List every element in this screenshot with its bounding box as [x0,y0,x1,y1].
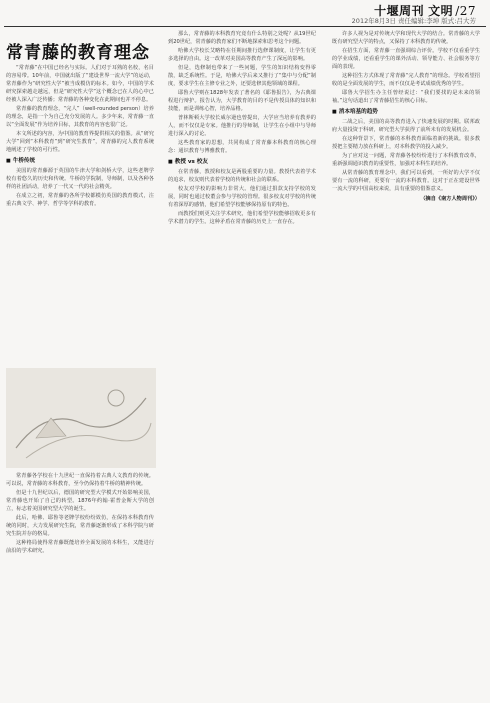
paragraph: 常青藤各学校在十九世纪一直保持着古典人文教育的传统。可以说，常青藤的本科教育，至今仍保持着牛桥的精神传统。 [6,473,154,487]
paragraph: 常青藤的教育理念，“完人”（well-rounded person）培养的理念，是指一个为自己充分发展的人。多少年来，常青藤一直以“全面发展”作为培养目标，其教育的内容也很广泛。 [6,106,154,128]
subhead-tradition: ■ 牛桥传统 [6,157,154,165]
paragraph: 这种格局使得常青藤既能培养全面发展的本科生，又能进行前沿的学术研究。 [6,540,154,554]
header-divider [4,26,486,27]
paragraph: 在常青藤，教授和校友是两股重要的力量。教授代表着学术的追求，校友则代表着学校的传统和社会的联系。 [168,169,316,183]
column-3-body [332,30,480,105]
paragraph: 从常青藤的教育理念中，我们可以看到，一所好的大学不仅要有一流的科研，更要有一流的本科教育。这对于正在建设世界一流大学的中国高校来说，具有重要的借鉴意义。 [332,170,480,192]
paragraph: 而教授们则更关注学术研究，他们希望学校能够招收更多有学术潜力的学生。这种矛盾在常青藤的历史上一直存在。 [168,211,316,225]
paragraph: 普林斯顿大学校长威尔逊也曾提出，大学应当培养有教养的人，而不仅仅是专家。他推行的导师制，让学生在小组中与导师进行深入的讨论。 [168,115,316,137]
publication-name: 十堰周刊 [374,4,425,18]
paragraph: 在招生方面，常青藤一直强调综合评价。学校不仅看重学生的学业成绩，还看重学生的课外活动、领导能力、社会服务等方面的表现。 [332,48,480,70]
subhead-professors-alumni: ■ 教授 vs 校友 [168,158,316,166]
article-illustration [6,368,156,468]
paragraph: 那么，常青藤的本科教育究竟有什么特别之处呢？从19世纪到20世纪，常青藤的教育家们不断地探索和思考这个问题。 [168,31,316,45]
paragraph: 本文所述的内容，为中国的教育界提供相关的借鉴。从“研究大学”回到“本科教育”到“研究生教育”，常青藤的完人教育系统地阐述了学校的可行性。 [6,131,154,153]
paragraph: 这些教育家的思想，共同构成了常青藤本科教育的核心理念：通识教育与博雅教育。 [168,140,316,154]
paragraph: 此后，哈佛、耶鲁等老牌学校纷纷效仿，在保持本科教育传统的同时，大力发展研究生院，常青藤逐渐形成了本科学院与研究生院并存的格局。 [6,515,154,537]
paragraph: 在成立之初，常青藤的各所学校都模仿英国的教育模式，注重古典文学、神学、哲学等学科的教育。 [6,193,154,207]
paragraph: 耶鲁大学则在1828年发表了著名的《耶鲁报告》，为古典课程进行辩护。报告认为，大学教育的目的不是传授具体的知识和技能，而是训练心智，培养品格。 [168,90,316,112]
paragraph: 为了应对这一问题，常青藤各校纷纷进行了本科教育改革，重新强调通识教育的重要性，加强对本科生的培养。 [332,153,480,167]
column-3 [332,30,480,690]
paragraph: 美国的常青藤源于英国的牛津大学和剑桥大学，这些老牌学校有着悠久的历史和传统。牛桥的学院制，导师制，以及各种各样的社团活动，培养了一代又一代的社会精英。 [6,168,154,190]
column-3-sub-body [332,118,480,193]
paragraph: 这种招生方式体现了常青藤“完人教育”的理念。学校希望招收的是全面发展的学生，而不仅仅是考试成绩优秀的学生。 [332,73,480,87]
column-2-sub-body [168,168,316,226]
paragraph: 哈佛大学校长艾略特在任期间推行选修课制度，让学生有更多选择的自由。这一改革对美国高等教育产生了深远的影响。 [168,48,316,62]
column-1-lower [6,472,154,690]
column-1-sub-body [6,167,154,208]
masthead [0,0,490,25]
paragraph: 但是十九世纪以后，德国的研究型大学模式开始影响美国，常青藤也开始了自己的转型。1876年约翰·霍普金斯大学的创立，标志着美国研究型大学的诞生。 [6,490,154,512]
paragraph: 耶鲁大学招生办主任曾经说过：“我们要找的是未来的领袖。”这句话道出了常青藤招生的核心目标。 [332,90,480,104]
source-byline: （摘自《南方人物周刊》） [420,196,480,202]
article-title: 常青藤的教育理念 [6,43,150,63]
paragraph: 许多人视为是对传统大学和现代大学的结合。常青藤的大学既有研究型大学的特点，又保持了本科教育的传统。 [332,31,480,45]
illustration-graphic [6,368,156,468]
issue-info: 2012年8月3日 责任编辑:李坤 版式:吕大芳 [351,17,476,25]
paragraph: 但是，选修制也带来了一些问题，学生的知识结构变得零散，缺乏系统性。于是，哈佛大学后来又推行了“集中与分配”制度，要求学生在主修专业之外，还要选修其他领域的课程。 [168,65,316,87]
column-1-body [6,64,154,154]
page-number: /27 [455,4,476,18]
column-1-lower-body [6,472,154,555]
subhead-trend: ■ 消本培基的趋势 [332,108,480,116]
column-2-body [168,30,316,155]
paragraph: “常青藤”在中国已经名与实际。人们对于耳熟的名校，名目的容易带。10年前，中国就出版了“建设世界一流大学”的运动，常青藤作为“研究性大学”被当成模仿的标本。如今，中国的学术研究探索越走越远，但是“研究性大学”这个概念已在人的心中已经被人深入广泛传播；常青藤的各种变化在此期间也并不停息。 [6,65,154,103]
section-name: 文明 [428,4,454,18]
paragraph: 二战之后，美国的高等教育进入了快速发展的时期。联邦政府大量投资于科研，研究型大学获得了前所未有的发展机会。 [332,119,480,133]
paragraph: 校友对学校的影响力非常大。他们通过捐款支持学校的发展，同时也通过校董会参与学校的管理。很多校友对学校的传统有着深厚的感情，他们希望学校能够保持原有的特色。 [168,186,316,208]
paragraph: 在这种背景下，常青藤的本科教育面临着新的挑战。很多教授把主要精力放在科研上，对本科教学的投入减少。 [332,136,480,150]
column-2 [168,30,316,690]
